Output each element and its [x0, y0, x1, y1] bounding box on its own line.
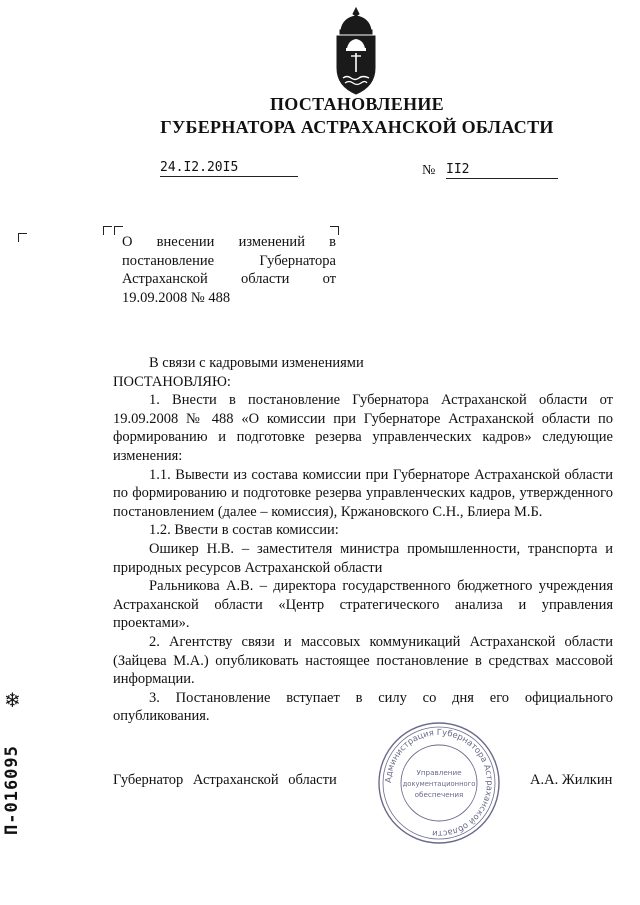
stamp-outer-text: Администрация Губернатора Астраханской области [382, 726, 496, 840]
astrakhan-coat-of-arms-icon [337, 8, 375, 94]
signatory-name: А.А. Жилкин [530, 772, 613, 788]
official-stamp [376, 720, 502, 846]
snowflake-icon: ❄ [4, 690, 21, 712]
paragraph-3: 3. Постановление вступает в силу со дня его официального опубликования. [113, 689, 613, 725]
coat-of-arms-emblem [323, 6, 389, 102]
document-body [113, 354, 613, 726]
document-subject: О внесении изменений в постановление Губернатора Астраханской области от 19.09.2008 № 488 [122, 234, 336, 306]
decree-word: ПОСТАНОВЛЯЮ: [113, 373, 231, 390]
stamp-inner-line-3: обеспечения [414, 790, 464, 799]
paragraph-2: 2. Агентству связи и массовых коммуникаций Астраханской области (Зайцева М.А.) опубликовать настоящее постановление в средствах массовой информации. [113, 633, 613, 688]
document-issuer: ГУБЕРНАТОРА АСТРАХАНСКОЙ ОБЛАСТИ [160, 117, 554, 137]
stamp-inner-line-1: Управление [416, 768, 462, 777]
paragraph-1: 1. Внести в постановление Губернатора Астраханской области от 19.09.2008 № 488 «О комиссии при Губернаторе Астраханской области по формированию и подготовке резерва управленческих кадров» следующие изменения: [113, 392, 613, 464]
corner-mark-subject-left-outer [103, 226, 112, 235]
document-number: II2 [446, 162, 558, 179]
intro-line: В связи с кадровыми изменениями [149, 355, 364, 371]
number-sign: № [422, 163, 436, 178]
document-title: ПОСТАНОВЛЕНИЕ [270, 94, 444, 114]
paragraph-1-2: 1.2. Ввести в состав комиссии: [149, 522, 339, 539]
document-date: 24.I2.20I5 [160, 160, 298, 177]
signatory-position: Губернатор Астраханской области [113, 772, 337, 788]
stamp-inner-line-2: документационного [402, 780, 476, 788]
paragraph-1-1: 1.1. Вывести из состава комиссии при Губернаторе Астраханской области по формированию и подготовке резерва управленческих кадров, утвержденного постановлением (далее – комиссия), Кржановского С.Н., Блиера М.Б. [113, 466, 613, 520]
paragraph-1-2-a: Ошикер Н.В. – заместителя министра промышленности, транспорта и природных ресурсов Астраханской области [113, 540, 613, 576]
form-serial-number: П-016095 [2, 745, 22, 835]
corner-mark-left [18, 233, 27, 242]
paragraph-1-2-b: Ральникова А.В. – директора государственного бюджетного учреждения Астраханской области «Центр стратегического анализа и управления проектами». [113, 578, 613, 632]
